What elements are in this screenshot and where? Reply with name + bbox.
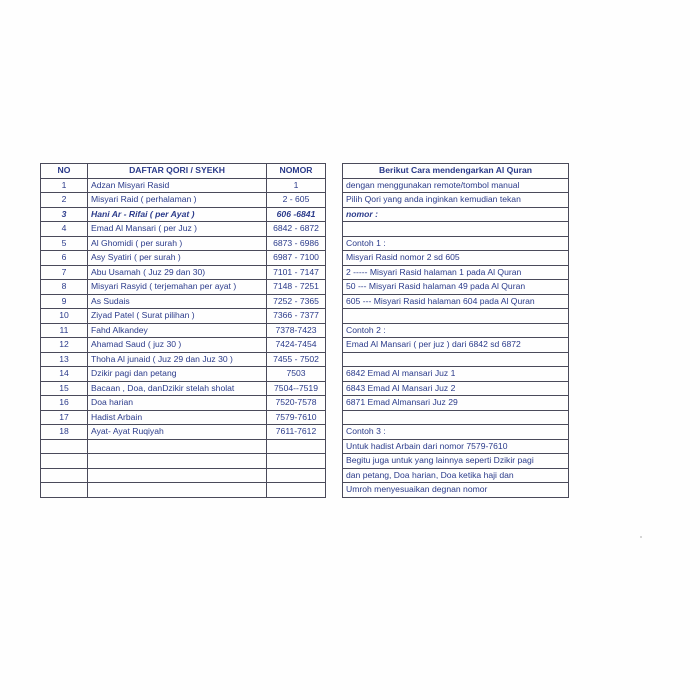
table-row (41, 425, 326, 440)
table-row (41, 193, 326, 208)
instruction-line: Contoh 3 : (343, 425, 569, 440)
row-no: 7 (41, 265, 88, 280)
row-qori-name: As Sudais (88, 294, 267, 309)
instruction-line: 6843 Emad Al Mansari Juz 2 (343, 381, 569, 396)
row-qori-name (88, 468, 267, 483)
row-qori-name: Asy Syatiri ( per surah ) (88, 251, 267, 266)
row-no (41, 468, 88, 483)
header-no: NO (41, 164, 88, 179)
table-row (41, 280, 326, 295)
row-qori-name: Adzan Misyari Rasid (88, 178, 267, 193)
row-no: 16 (41, 396, 88, 411)
row-qori-name: Ayat- Ayat Ruqiyah (88, 425, 267, 440)
row-qori-name: Emad Al Mansari ( per Juz ) (88, 222, 267, 237)
row-qori-name: Bacaan , Doa, danDzikir stelah sholat (88, 381, 267, 396)
row-no: 5 (41, 236, 88, 251)
row-no: 11 (41, 323, 88, 338)
table-row (41, 396, 326, 411)
row-qori-name (88, 454, 267, 469)
row-no: 1 (41, 178, 88, 193)
row-number: 6842 - 6872 (267, 222, 326, 237)
row-number: 7579-7610 (267, 410, 326, 425)
row-number: 7148 - 7251 (267, 280, 326, 295)
instruction-line (343, 309, 569, 324)
instruction-row (343, 251, 569, 266)
instructions-header: Berikut Cara mendengarkan Al Quran (343, 164, 569, 179)
row-qori-name: Ahamad Saud ( juz 30 ) (88, 338, 267, 353)
row-number: 7520-7578 (267, 396, 326, 411)
row-number: 7101 - 7147 (267, 265, 326, 280)
table-row (41, 323, 326, 338)
row-no: 6 (41, 251, 88, 266)
row-no: 12 (41, 338, 88, 353)
instruction-row (343, 352, 569, 367)
row-number: 1 (267, 178, 326, 193)
row-no: 3 (41, 207, 88, 222)
row-no: 4 (41, 222, 88, 237)
row-number (267, 468, 326, 483)
row-number: 7504--7519 (267, 381, 326, 396)
table-row (41, 454, 326, 469)
row-no: 2 (41, 193, 88, 208)
instruction-line: Misyari Rasid nomor 2 sd 605 (343, 251, 569, 266)
instruction-row (343, 323, 569, 338)
table-row (41, 381, 326, 396)
header-qori: DAFTAR QORI / SYEKH (88, 164, 267, 179)
instruction-row (343, 280, 569, 295)
row-number: 7503 (267, 367, 326, 382)
instructions-body (343, 178, 569, 497)
table-row (41, 207, 326, 222)
instruction-line: Pilih Qori yang anda inginkan kemudian tekan (343, 193, 569, 208)
row-number: 6987 - 7100 (267, 251, 326, 266)
instruction-row (343, 454, 569, 469)
instruction-line: 605 --- Misyari Rasid halaman 604 pada Al Quran (343, 294, 569, 309)
row-qori-name (88, 483, 267, 498)
row-no (41, 483, 88, 498)
instruction-line: 6842 Emad Al mansari Juz 1 (343, 367, 569, 382)
instruction-line: Untuk hadist Arbain dari nomor 7579-7610 (343, 439, 569, 454)
row-qori-name (88, 439, 267, 454)
instruction-line: Emad Al Mansari ( per juz ) dari 6842 sd 6872 (343, 338, 569, 353)
instruction-line: nomor : (343, 207, 569, 222)
row-no (41, 454, 88, 469)
row-no (41, 439, 88, 454)
instruction-line: 2 ----- Misyari Rasid halaman 1 pada Al Quran (343, 265, 569, 280)
instructions-header-row (343, 164, 569, 179)
table-row (41, 338, 326, 353)
header-number: NOMOR (267, 164, 326, 179)
row-no: 18 (41, 425, 88, 440)
row-qori-name: Ziyad Patel ( Surat pilihan ) (88, 309, 267, 324)
row-number: 7378-7423 (267, 323, 326, 338)
row-number: 2 - 605 (267, 193, 326, 208)
row-qori-name: Thoha Al junaid ( Juz 29 dan Juz 30 ) (88, 352, 267, 367)
instruction-row (343, 193, 569, 208)
row-number (267, 454, 326, 469)
row-no: 13 (41, 352, 88, 367)
table-row (41, 439, 326, 454)
row-no: 17 (41, 410, 88, 425)
row-number: 7611-7612 (267, 425, 326, 440)
table-row (41, 294, 326, 309)
instruction-row (343, 309, 569, 324)
row-qori-name: Hadist Arbain (88, 410, 267, 425)
instruction-line: Contoh 1 : (343, 236, 569, 251)
table-row (41, 309, 326, 324)
instruction-row (343, 222, 569, 237)
row-number: 7366 - 7377 (267, 309, 326, 324)
instruction-row (343, 236, 569, 251)
row-number: 606 -6841 (267, 207, 326, 222)
instruction-line: 6871 Emad Almansari Juz 29 (343, 396, 569, 411)
instruction-line: dengan menggunakan remote/tombol manual (343, 178, 569, 193)
row-qori-name: Al Ghomidi ( per surah ) (88, 236, 267, 251)
row-number (267, 439, 326, 454)
row-number: 6873 - 6986 (267, 236, 326, 251)
row-qori-name: Dzikir pagi dan petang (88, 367, 267, 382)
row-no: 14 (41, 367, 88, 382)
scan-speck (640, 536, 642, 538)
row-qori-name: Misyari Rasyid ( terjemahan per ayat ) (88, 280, 267, 295)
instruction-line: dan petang, Doa harian, Doa ketika haji dan (343, 468, 569, 483)
row-number: 7252 - 7365 (267, 294, 326, 309)
table-row (41, 251, 326, 266)
row-no: 10 (41, 309, 88, 324)
table-row (41, 178, 326, 193)
row-qori-name: Hani Ar - Rifai ( per Ayat ) (88, 207, 267, 222)
instruction-line: Contoh 2 : (343, 323, 569, 338)
instruction-row (343, 396, 569, 411)
table-row (41, 222, 326, 237)
instruction-row (343, 468, 569, 483)
row-qori-name: Doa harian (88, 396, 267, 411)
instruction-row (343, 425, 569, 440)
row-number: 7455 - 7502 (267, 352, 326, 367)
table-row (41, 236, 326, 251)
instruction-line: 50 --- Misyari Rasid halaman 49 pada Al Quran (343, 280, 569, 295)
instruction-line (343, 222, 569, 237)
qori-list-table (40, 163, 326, 498)
instruction-line: Umroh menyesuaikan degnan nomor (343, 483, 569, 498)
table-row (41, 367, 326, 382)
table-row (41, 483, 326, 498)
table-row (41, 265, 326, 280)
instruction-row (343, 483, 569, 498)
row-number (267, 483, 326, 498)
instruction-row (343, 381, 569, 396)
instruction-row (343, 439, 569, 454)
qori-table-header-row (41, 164, 326, 179)
row-qori-name: Fahd Alkandey (88, 323, 267, 338)
instructions-table (342, 163, 569, 498)
qori-table-body (41, 178, 326, 497)
instruction-line (343, 410, 569, 425)
table-row (41, 468, 326, 483)
row-no: 8 (41, 280, 88, 295)
row-qori-name: Misyari Raid ( perhalaman ) (88, 193, 267, 208)
instruction-row (343, 294, 569, 309)
instruction-row (343, 367, 569, 382)
instruction-row (343, 410, 569, 425)
instruction-line (343, 352, 569, 367)
instruction-row (343, 207, 569, 222)
instruction-row (343, 178, 569, 193)
table-row (41, 410, 326, 425)
row-no: 9 (41, 294, 88, 309)
instruction-row (343, 265, 569, 280)
table-row (41, 352, 326, 367)
row-number: 7424-7454 (267, 338, 326, 353)
instruction-line: Begitu juga untuk yang lainnya seperti Dzikir pagi (343, 454, 569, 469)
row-no: 15 (41, 381, 88, 396)
row-qori-name: Abu Usamah ( Juz 29 dan 30) (88, 265, 267, 280)
instruction-row (343, 338, 569, 353)
